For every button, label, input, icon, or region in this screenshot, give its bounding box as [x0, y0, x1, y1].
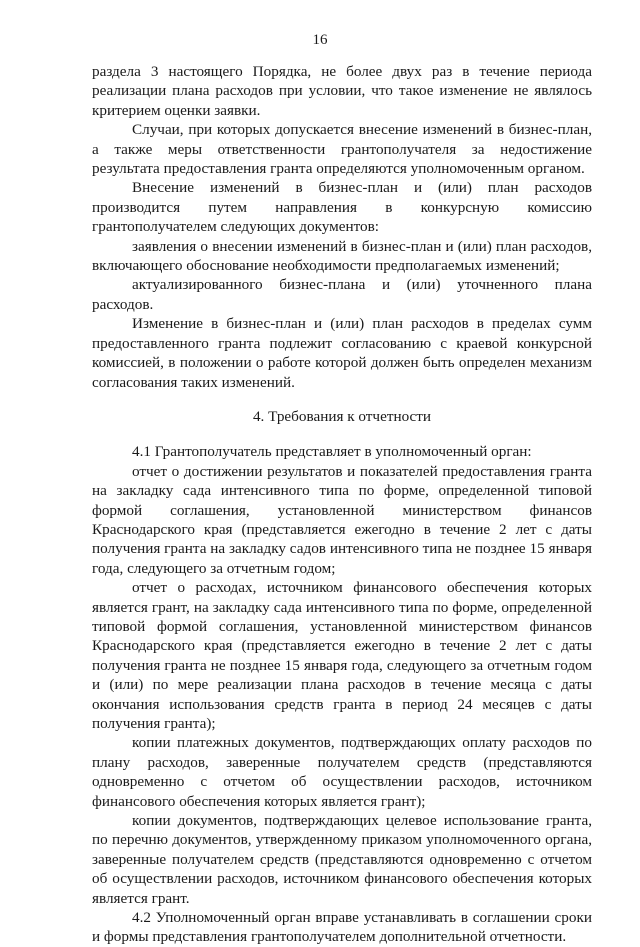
page-number: 16 — [312, 32, 328, 48]
paragraph: отчет о расходах, источником финансового обеспечения которых является грант, на закладку сада интенсивного типа по форме, определенной типовой формой соглашения, установленной министерством финансов Краснодарского края (представляется ежегодно в течение 2 лет с даты получения гранта не позднее 15 января года, следующего за отчетным годом и (или) по мере реализации плана расходов в течение месяца с даты окончания использования средств гранта в период 24 месяцев с даты получения гранта); — [92, 579, 592, 732]
paragraph: отчет о достижении результатов и показателей предоставления гранта на закладку сада интенсивного типа по форме, определенной типовой формой соглашения, установленной министерством финансов Краснодарского края (представляется ежегодно в течение 2 лет с даты получения гранта на закладку садов интенсивного типа не позднее 15 января года, следующего за отчетным годом; — [92, 462, 592, 577]
document-body — [92, 62, 592, 947]
paragraph: Изменение в бизнес-план и (или) план расходов в пределах сумм предоставленного гранта подлежит согласованию с краевой конкурсной комиссией, в положении о работе которой должен быть определен механизм согласования таких изменений. — [92, 315, 592, 391]
paragraph: заявления о внесении изменений в бизнес-план и (или) план расходов, включающего обоснование необходимости предполагаемых изменений; — [92, 237, 592, 275]
paragraph: 4.1 Грантополучатель представляет в уполномоченный орган: — [132, 443, 532, 461]
paragraph: Внесение изменений в бизнес-план и (или) план расходов производится путем направления в конкурсную комиссию грантополучателем следующих документов: — [92, 179, 592, 236]
paragraph: копии платежных документов, подтверждающих оплату расходов по плану расходов, заверенные получателем средств (представляются одновременно с отчетом об осуществлении расходов, источником финансового обеспечения которых является грант); — [92, 734, 592, 810]
paragraph: копии документов, подтверждающих целевое использование гранта, по перечню документов, утвержденному приказом уполномоченного органа, заверенные получателем средств (представляются одновременно с отчетом об осуществлении расходов, источником финансового обеспечения которых является грант. — [92, 812, 592, 907]
section-heading: 4. Требования к отчетности — [252, 407, 432, 425]
paragraph: Случаи, при которых допускается внесение изменений в бизнес-план, а также меры ответственности грантополучателя за недостижение результата предоставления гранта определяются уполномоченным органом. — [92, 121, 592, 178]
paragraph: актуализированного бизнес-плана и (или) уточненного плана расходов. — [92, 276, 592, 313]
paragraph: 4.2 Уполномоченный орган вправе устанавливать в соглашении сроки и формы представления грантополучателем дополнительной отчетности. — [92, 909, 592, 946]
paragraph: раздела 3 настоящего Порядка, не более двух раз в течение периода реализации плана расходов при условии, что такое изменение не являлось критерием оценки заявки. — [92, 63, 592, 119]
